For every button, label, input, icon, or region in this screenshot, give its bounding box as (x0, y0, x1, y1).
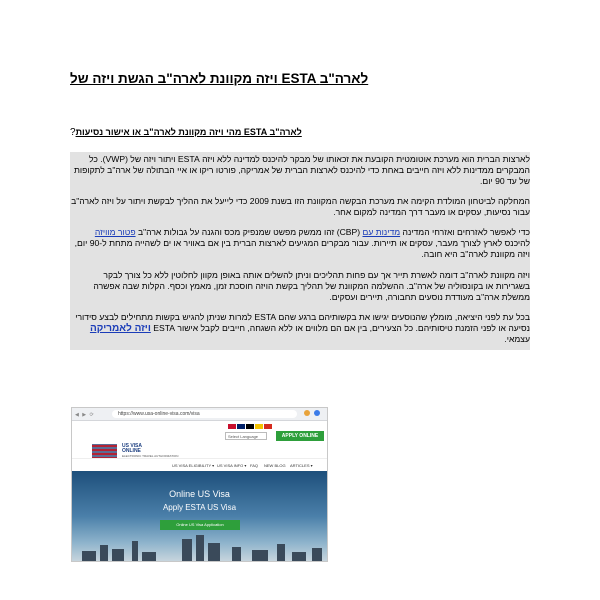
paragraph-5-after: עצמאי. (504, 334, 530, 345)
us-flag-logo (92, 444, 117, 459)
paragraph-5-before: בכל עת לפני היציאה, מומלץ שהנוסעים יגישו את בקשותיהם ברגע שהם ESTA למרות שניתן להגיש בקשות מתחילים לבצע סידורי נסיעה או לפני הזמנת טיסותיהם. כל הצעירים, בין אם הם מלווים או ללא השגחה, חייבים לקבל אישור ESTA (75, 312, 530, 334)
brand-line-1: US VISA (122, 443, 143, 449)
paragraph-3-after: להיכנס לארץ לצורך מעבר, עסקים או תיירות. עבור מבקרים המגיעים לארצות הברית בין אם באוויר או ים לשהייה מתחת ל-90 יום, ויזה מקוונת לארה"ב היא חובה. (74, 238, 530, 260)
nav-item-faq: FAQ (250, 463, 259, 468)
address-bar: https://www.usa-online-visa.com/visa (112, 410, 297, 418)
apply-online-button: APPLY ONLINE (276, 431, 324, 441)
paragraph-1: לארצות הברית הוא מערכת אוטומטית הקובעת את זכאותו של מבקר להיכנס למדינה ללא ויזה ESTA ויתור ויזה של (VWP). כל המבקרים ממדינות ללא ויזה חייבים באחת כדי להיכנס לארצות הברית של אמריקה, פורטו ריקו או איי הבתולה של ארה"ב לתקופות של עד 90 יום. (73, 154, 530, 187)
browser-nav-icons: ◀ ▶ ⟳ (75, 412, 95, 418)
paragraph-4: ויזה מקוונת לארה"ב דומה לאשרת תייר אך עם פחות תהליכים וניתן להשלים אותה באופן מקוון לחלוטין ללא כל צורך לבקר בשגרירות או בקונסוליה של ארה"ב. ההשלמה המקוונת של תהליך בקשת הויזה חוסכת זמן, מאמץ וכסף. הקלות שבה אפשרה ממשלת ארה"ב מעודדת נוסעים תחבורה, תיירים ועסקים. (93, 270, 530, 303)
nav-item-blog: NEW BLOG (264, 463, 286, 468)
page-title: ויזה מקוונת לארה"ב הגשת ויזה של ESTA לארה"ב (70, 71, 369, 86)
brand-line-2: ONLINE (122, 448, 141, 454)
paragraph-5 (70, 312, 530, 346)
brand-tagline: ELECTRONIC TRAVEL AUTHORIZATION (122, 454, 179, 458)
section-subtitle (70, 127, 530, 138)
website-screenshot (71, 407, 328, 562)
hero-title: Online US Visa (169, 489, 230, 499)
paragraph-2: המחלקה לביטחון המולדת הקימה את מערכת הבקשה המקוונת הזו בשנת 2009 כדי לייעל את ההליך לבקשת ויתור על ויזה לארה"ב עבור נסיעות, עסקים או מעבר דרך המדינה למקום אחר. (71, 196, 530, 218)
visa-free-countries-link[interactable]: מדינות עם (362, 227, 401, 237)
profile-icon (314, 410, 320, 416)
language-select: Select Language (225, 432, 267, 440)
nav-item-articles: ARTICLES ▾ (290, 463, 313, 468)
visa-exemption-link[interactable]: פטור מוויזה (94, 227, 136, 237)
paragraph-3 (70, 227, 530, 261)
site-nav (72, 458, 327, 472)
nav-item-info: US VISA INFO ▾ (217, 463, 247, 468)
browser-toolbar (72, 408, 327, 421)
language-flags (228, 424, 273, 431)
city-skyline (72, 535, 327, 561)
visa-america-link[interactable]: ויזה לאמריקה (89, 323, 151, 335)
subtitle-text: מהי ויזה מקוונת לארה"ב או אישור נסיעות ESTA לארה"ב (75, 127, 302, 137)
paragraph-3-before: כדי לאפשר לאזרחים ואזרחי המדינה (400, 227, 530, 237)
extension-icon (304, 410, 310, 416)
paragraph-3-middle: (CBP) זהו ממשק מפשט שמנפיק מכס והגנה על גבולות ארה"ב (135, 227, 363, 237)
nav-item-eligibility: US VISA ELIGIBILITY ▾ (172, 463, 215, 468)
hero-subtitle: Apply ESTA US Visa (162, 503, 237, 512)
subtitle-question-mark: ? (70, 127, 76, 138)
site-brand (122, 444, 178, 459)
hero-banner (72, 471, 327, 561)
hero-apply-button: Online US Visa Application (160, 520, 240, 530)
